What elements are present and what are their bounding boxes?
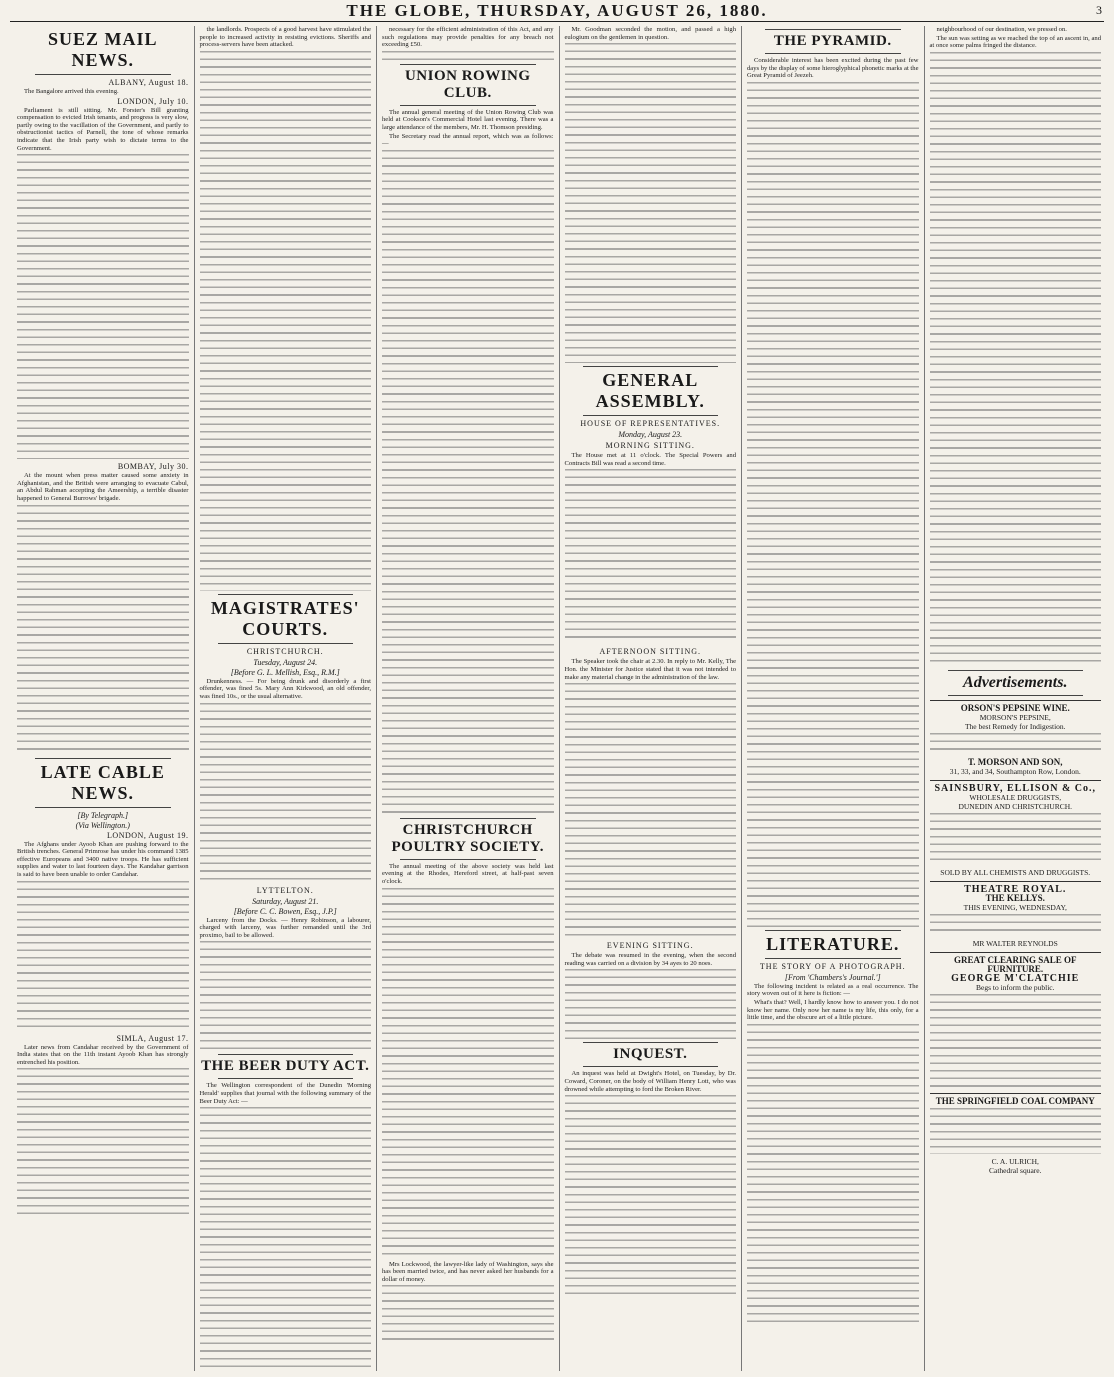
divider <box>400 64 536 65</box>
text-block <box>17 505 189 755</box>
article-paragraph: The Secretary read the annual report, which was as follows: — <box>382 132 554 148</box>
subheading: [From 'Chambers's Journal.'] <box>784 972 881 982</box>
advert-line: Begs to inform the public. <box>975 982 1055 992</box>
text-block <box>200 1107 372 1371</box>
dateline: LONDON, August 19. <box>107 830 189 840</box>
article-paragraph: the landlords. Prospects of a good harvest have stimulated the people to increased activity in resisting evictions. Sheriffs and process-servers have been attacked. <box>199 26 371 49</box>
article-paragraph: The Speaker took the chair at 2.30. In reply to Mr. Kelly, The Hon. the Minister for Justice stated that it was not intended to make any material change in the administration of the law. <box>564 658 736 681</box>
text-block <box>565 683 737 938</box>
article-paragraph: The following incident is related as a real occurrence. The story woven out of it here is fiction: — <box>747 982 919 998</box>
divider <box>218 594 354 595</box>
text-block <box>382 51 554 61</box>
text-block <box>747 1024 919 1324</box>
divider <box>218 1054 354 1055</box>
article-paragraph: Later news from Candahar received by the Government of India states that on the 11th instant Ayoob Khan has strongly entrenched his position. <box>17 1043 189 1066</box>
column-1 <box>12 26 195 1371</box>
article-paragraph: The House met at 11 o'clock. The Special Powers and Contracts Bill was read a second time. <box>564 452 736 467</box>
advert-line: The best Remedy for Indigestion. <box>964 721 1066 731</box>
divider <box>765 53 901 54</box>
column-6 <box>925 26 1107 1371</box>
subheading: AFTERNOON SITTING. <box>599 647 702 657</box>
advert-line: 31, 33, and 34, Southampton Row, London. <box>949 766 1081 776</box>
newspaper-columns <box>12 26 1106 1371</box>
subheading: THE STORY OF A PHOTOGRAPH. <box>759 961 906 971</box>
subheading: LYTTELTON. <box>256 885 314 895</box>
advert-line: DUNEDIN AND CHRISTCHURCH. <box>958 801 1073 811</box>
article-paragraph: At the mount when press matter caused some anxiety in Afghanistan, and the British were arranging to evacuate Cabul, an Abdul Rahman accepting the Ameership, a terrible disaster happened to General Burrows' brigade. <box>17 472 189 502</box>
advert-springfield-coal <box>930 1093 1102 1175</box>
article-paragraph: The debate was resumed in the evening, when the second reading was carried on a division by 34 ayes to 20 noes. <box>564 952 736 967</box>
dateline: ALBANY, August 18. <box>108 78 189 87</box>
article-paragraph: Mrs Lockwood, the lawyer-like lady of Washington, says she has been married twice, and has never asked her husbands for a dollar of money. <box>382 1260 554 1283</box>
section-heading-pyramid: THE PYRAMID. <box>773 33 892 49</box>
section-heading-union-rowing: UNION ROWING CLUB. <box>404 67 531 101</box>
article-paragraph: Drunkenness. — For being drunk and disorderly a first offender, was fined 5s. Mary Ann Kirkwood, an old offender, was fined 10s., or the usual alternative. <box>199 677 371 700</box>
section-heading-general-assembly: GENERAL ASSEMBLY. <box>595 370 705 412</box>
text-block <box>382 150 554 815</box>
subheading: [Before G. L. Mellish, Esq., R.M.] <box>230 667 340 677</box>
subheading: EVENING SITTING. <box>606 941 694 951</box>
divider <box>583 1066 719 1067</box>
text-block <box>200 703 372 883</box>
dateline: SIMLA, August 17. <box>116 1033 189 1043</box>
article-paragraph: The Wellington correspondent of the Dunedin 'Morning Herald' supplies that journal with the following summary of the Beer Duty Act: — <box>199 1082 371 1105</box>
advert-title: GREAT CLEARING SALE OF FURNITURE. <box>954 954 1077 974</box>
text-block <box>200 941 372 1051</box>
article-paragraph: Mr. Goodman seconded the motion, and passed a high eulogium on the gentlemen in question. <box>564 26 736 41</box>
text-block <box>930 813 1102 865</box>
masthead-title: THE GLOBE, THURSDAY, AUGUST 26, 1880. <box>346 1 768 20</box>
divider <box>35 807 171 808</box>
text-block <box>565 1095 737 1300</box>
article-paragraph: The sun was setting as we reached the top of an ascent in, and at once some palms fringed the distance. <box>929 34 1101 50</box>
column-3 <box>377 26 560 1371</box>
article-paragraph: Considerable interest has been excited during the past few days by the display of some hieroglyphical phonetic marks at the Great Pyramid of Jeezeh. <box>747 57 919 80</box>
subheading: HOUSE OF REPRESENTATIVES. <box>580 419 721 429</box>
article-paragraph: necessary for the efficient administration of this Act, and any such regulations may provide penalties for any breach not exceeding £50. <box>382 26 554 49</box>
article-paragraph: What's that? Well, I hardly know how to answer you. I do not know her name. Only now her name is my life, this only, for a little time, and the obscure art of a little picture. <box>747 998 919 1022</box>
advert-line: GEORGE M'CLATCHIE <box>951 972 1080 984</box>
section-heading-late-cable: LATE CABLE NEWS. <box>40 761 165 803</box>
divider <box>948 670 1084 671</box>
divider <box>35 74 171 75</box>
divider <box>583 366 719 367</box>
dateline: BOMBAY, July 30. <box>117 462 189 472</box>
text-block <box>565 43 737 363</box>
divider <box>218 1078 354 1079</box>
text-block <box>17 881 189 1031</box>
section-heading-literature: LITERATURE. <box>766 933 900 954</box>
advert-line: C. A. ULRICH, <box>991 1156 1039 1166</box>
text-block <box>930 733 1102 755</box>
advert-line: Cathedral square. <box>989 1165 1042 1175</box>
text-block <box>17 154 189 459</box>
divider <box>400 859 536 860</box>
subheading: Monday, August 23. <box>618 430 683 440</box>
advert-line: THE KELLYS. <box>985 892 1045 903</box>
divider <box>583 415 719 416</box>
text-block <box>17 1068 189 1218</box>
column-5 <box>742 26 925 1371</box>
advert-title: SAINSBURY, ELLISON & Co., <box>934 782 1097 794</box>
article-paragraph: The Bangalore arrived this evening. <box>24 88 119 95</box>
text-block <box>200 51 372 591</box>
divider <box>765 29 901 30</box>
column-4 <box>560 26 743 1371</box>
section-heading-suez-mail: SUEZ MAIL NEWS. <box>47 29 158 70</box>
subheading: [By Telegraph.] <box>77 810 129 820</box>
text-block <box>930 52 1102 667</box>
article-paragraph: An inquest was held at Dwight's Hotel, on Tuesday, by Dr. Coward, Coroner, on the body of William Henry Lott, who was drowned while attempting to ford the Broken River. <box>564 1070 736 1093</box>
text-block <box>930 994 1102 1089</box>
advert-line: MORSON'S PEPSINE, <box>979 712 1051 722</box>
advert-sainsbury <box>930 780 1102 877</box>
divider <box>218 643 354 644</box>
advert-title: THEATRE ROYAL. <box>964 883 1067 895</box>
advert-line: SOLD BY ALL CHEMISTS AND DRUGGISTS. <box>940 867 1091 877</box>
page-number: 3 <box>1096 3 1102 17</box>
subheading: CHRISTCHURCH. <box>246 646 324 656</box>
column-2 <box>195 26 378 1371</box>
text-block <box>747 82 919 927</box>
divider <box>765 930 901 931</box>
advert-line: THIS EVENING, WEDNESDAY, <box>963 902 1067 912</box>
subheading: Saturday, August 21. <box>252 896 319 906</box>
advert-morson <box>930 700 1102 776</box>
text-block <box>382 888 554 1258</box>
divider <box>400 818 536 819</box>
article-paragraph: The annual meeting of the above society was held last evening at the Rhodes, Hereford street, at half-past seven o'clock. <box>382 862 554 885</box>
advert-line: WHOLESALE DRUGGISTS, <box>969 792 1062 802</box>
subheading: MORNING SITTING. <box>605 441 695 451</box>
section-heading-inquest: INQUEST. <box>613 1046 688 1063</box>
divider <box>583 1042 719 1043</box>
advert-title: THE SPRINGFIELD COAL COMPANY <box>935 1095 1095 1106</box>
article-paragraph: The annual general meeting of the Union Rowing Club was held at Cookson's Commercial Hotel last evening. There was a large attendance of the members, Mr. H. Thomson presiding. <box>382 108 554 131</box>
section-heading-poultry-society: CHRISTCHURCH POULTRY SOCIETY. <box>391 821 545 855</box>
text-block <box>565 469 737 644</box>
divider <box>765 958 901 959</box>
advert-furniture-sale <box>930 952 1102 1089</box>
advertisements-heading: Advertisements. <box>963 673 1068 691</box>
section-heading-magistrates: MAGISTRATES' COURTS. <box>210 597 360 639</box>
text-block <box>930 914 1102 936</box>
article-paragraph: neighbourhood of our destination, we pressed on. <box>936 26 1067 33</box>
section-heading-beer-duty: THE BEER DUTY ACT. <box>201 1058 370 1075</box>
advert-title: ORSON'S PEPSINE WINE. <box>960 702 1070 713</box>
divider <box>400 105 536 106</box>
article-paragraph: Parliament is still sitting. Mr. Forster's Bill granting compensation to evicted Irish tenants, and progress is very slow, partly owing to the vacillation of the Government, and partly to obstructionist tactics of Parnell, the tone of whose remarks indicate that the Irish party wish to dictate terms to the Government. <box>17 106 189 152</box>
text-block <box>382 1285 554 1345</box>
text-block <box>930 1108 1102 1154</box>
divider <box>35 758 171 759</box>
subheading: Tuesday, August 24. <box>253 657 318 667</box>
advert-line: MR WALTER REYNOLDS <box>972 938 1058 948</box>
subheading: [Before C. C. Bowen, Esq., J.P.] <box>233 906 337 916</box>
masthead <box>10 0 1104 22</box>
advert-line: T. MORSON AND SON, <box>967 756 1063 767</box>
subheading: (Via Wellington.) <box>75 820 130 830</box>
text-block <box>565 969 737 1039</box>
article-paragraph: Larceny from the Docks. — Henry Robinson, a labourer, charged with larceny, was further remanded until the 3rd proximo, bail to be allowed. <box>199 916 371 939</box>
article-paragraph: The Afghans under Ayoob Khan are pushing forward to the British trenches. General Primrose has under his command 1385 effective Europeans and 3400 native troops. He has sufficient supplies and water to last fourteen days. The Kandahar garrison is said to have been unable to order Candahar. <box>17 840 189 878</box>
advert-theatre <box>930 881 1102 948</box>
divider <box>948 695 1084 696</box>
dateline: LONDON, July 10. <box>117 96 189 106</box>
